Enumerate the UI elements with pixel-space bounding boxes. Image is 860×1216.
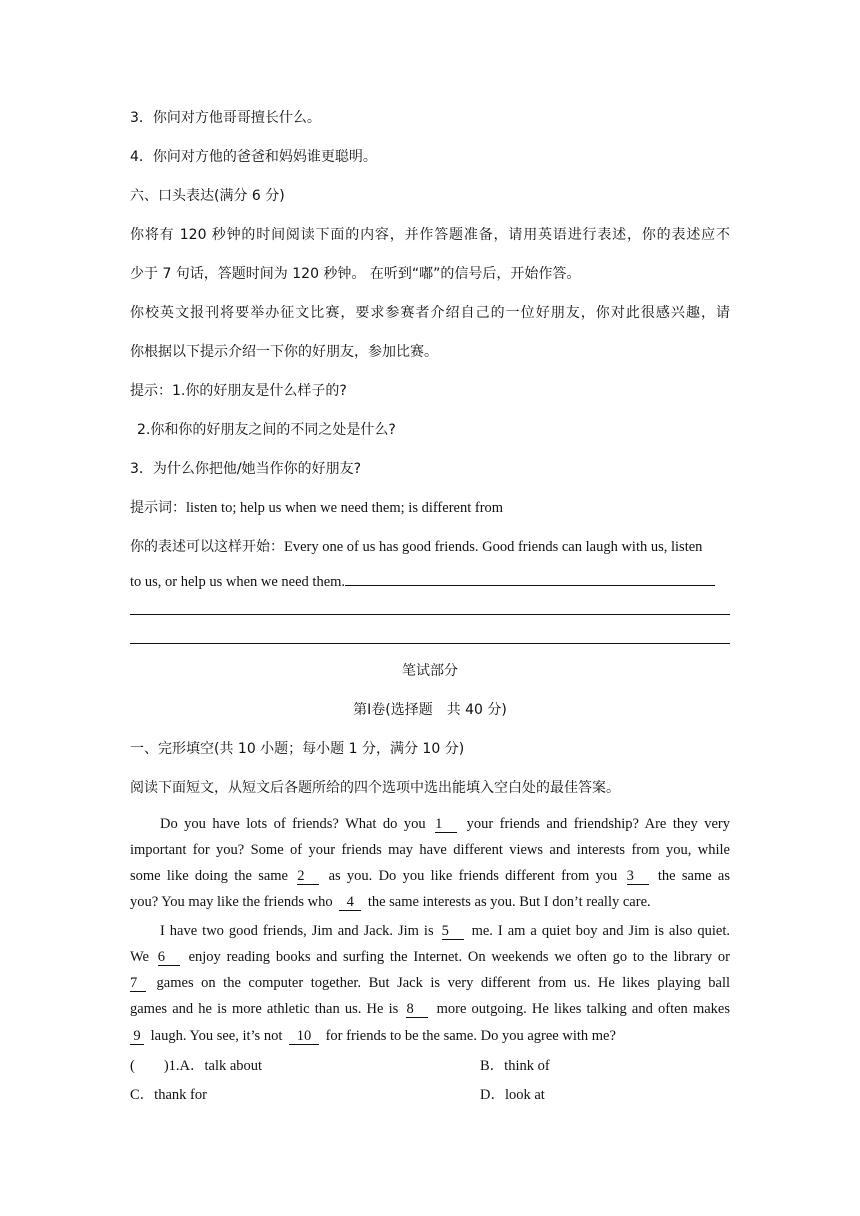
oral-item-3: 3．你问对方他哥哥擅长什么。 (130, 110, 321, 126)
task-line-2: 你根据以下提示介绍一下你的好朋友，参加比赛。 (130, 344, 438, 360)
blank-1: 1 (435, 816, 457, 833)
passage-p1-line2: important for you? Some of your friends may have different views and interests from you, while (130, 842, 730, 858)
passage-p1-line4 (130, 892, 730, 912)
text-span: me. I am a quiet boy and Jim is also quiet. (471, 923, 730, 939)
blank-9: 9 (130, 1028, 144, 1045)
text-span: laugh. You see, it’s not (150, 1028, 283, 1044)
cloze-section-title: 一、完形填空(共 10 小题；每小题 1 分，满分 10 分) (130, 741, 465, 757)
text-span: the same as (657, 868, 731, 884)
question-1-option-d[interactable]: D．look at (480, 1087, 545, 1103)
passage-p2-line1 (160, 921, 730, 941)
passage-p1-line3 (130, 866, 730, 886)
text-span: some like doing the same (130, 868, 288, 884)
passage-p2-line3 (130, 973, 730, 993)
blank-8: 8 (406, 1001, 428, 1018)
volume-title: 第Ⅰ卷(选择题 共 40 分) (353, 702, 507, 718)
oral-item-4: 4．你问对方他的爸爸和妈妈谁更聪明。 (130, 149, 377, 165)
start-text-1: Every one of us has good friends. Good friends can laugh with us, listen (284, 539, 703, 555)
blank-10: 10 (289, 1028, 319, 1045)
text-span: I have two good friends, Jim and Jack. Jim is (160, 923, 434, 939)
text-span: for friends to be the same. Do you agree with me? (325, 1028, 616, 1044)
start-line-2 (130, 571, 730, 592)
hint-2: 2.你和你的好朋友之间的不同之处是什么? (137, 422, 396, 438)
written-part-title: 笔试部分 (402, 663, 458, 679)
blank-2: 2 (297, 868, 319, 885)
text-span: Do you have lots of friends? What do you (160, 816, 426, 832)
answer-underline (345, 571, 715, 586)
text-span: games and he is more athletic than us. He is (130, 1001, 399, 1017)
task-line-1: 你校英文报刊将要举办征文比赛，要求参赛者介绍自己的一位好朋友，你对此很感兴趣，请 (130, 305, 730, 321)
text-span: your friends and friendship? Are they very (466, 816, 731, 832)
hint-1: 提示：1.你的好朋友是什么样子的? (130, 383, 347, 399)
blank-7: 7 (130, 975, 146, 992)
text-span: the same interests as you. But I don’t really care. (367, 894, 651, 910)
blank-4: 4 (339, 894, 361, 911)
blank-6: 6 (158, 949, 180, 966)
keywords-line (130, 498, 730, 518)
answer-line-3 (130, 643, 730, 644)
answer-line-2 (130, 614, 730, 615)
keywords-label: 提示词： (130, 500, 186, 516)
question-1-option-b[interactable]: B．think of (480, 1058, 550, 1074)
blank-3: 3 (627, 868, 649, 885)
text-span: games on the computer together. But Jack is very different from us. He likes playing ball (156, 975, 731, 991)
text-span: as you. Do you like friends different from you (328, 868, 618, 884)
passage-p2-line2 (130, 947, 730, 967)
text-span: We (130, 949, 149, 965)
section-6-title: 六、口头表达(满分 6 分) (130, 188, 285, 204)
start-text-2: to us, or help us when we need them. (130, 574, 346, 590)
question-1-stem: ( )1.A．talk about (130, 1058, 263, 1074)
cloze-instruction: 阅读下面短文，从短文后各题所给的四个选项中选出能填入空白处的最佳答案。 (130, 780, 620, 796)
keywords-text: listen to; help us when we need them; is different from (186, 500, 504, 516)
text-span: you? You may like the friends who (130, 894, 333, 910)
text-span: enjoy reading books and surfing the Internet. On weekends we often go to the library or (188, 949, 731, 965)
passage-p2-line4 (130, 999, 730, 1019)
instruction-line-2: 少于 7 句话，答题时间为 120 秒钟。 在听到“嘟”的信号后，开始作答。 (130, 266, 581, 282)
question-1-option-c[interactable]: C．thank for (130, 1087, 207, 1103)
passage-p1-line1 (160, 814, 730, 834)
passage-p2-line5 (130, 1026, 730, 1046)
text-span: more outgoing. He likes talking and often makes (436, 1001, 730, 1017)
start-line-1 (130, 537, 730, 557)
blank-5: 5 (442, 923, 464, 940)
hint-3: 3．为什么你把他/她当作你的好朋友? (130, 461, 362, 477)
instruction-line-1: 你将有 120 秒钟的时间阅读下面的内容，并作答题准备，请用英语进行表述，你的表述应不 (130, 227, 730, 243)
start-label: 你的表述可以这样开始： (130, 539, 284, 555)
